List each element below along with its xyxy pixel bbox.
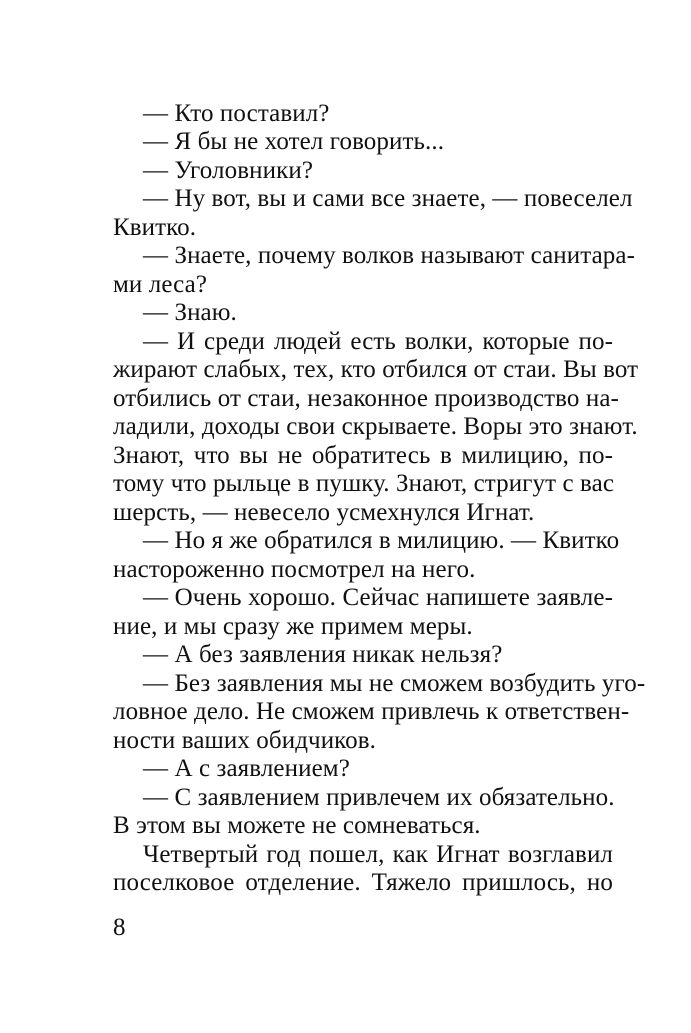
text-line: — Кто поставил? bbox=[143, 100, 330, 127]
text-line: — И среди людей есть волки, которые по- bbox=[143, 328, 613, 355]
text-line: — А без заявления никак нельзя? bbox=[143, 641, 503, 668]
text-line: — Знаю. bbox=[143, 299, 237, 326]
text-line: Четвертый год пошел, как Игнат возглавил bbox=[143, 841, 613, 868]
text-line: Знают, что вы не обратитесь в милицию, по- bbox=[113, 442, 613, 469]
text-line: В этом вы можете не сомневаться. bbox=[113, 812, 481, 839]
text-line: ние, и мы сразу же примем меры. bbox=[113, 613, 473, 640]
text-line: — Я бы не хотел говорить... bbox=[143, 128, 445, 155]
text-line: — Ну вот, вы и сами все знаете, — повеселел bbox=[143, 185, 633, 212]
text-line: ности ваших обидчиков. bbox=[113, 727, 377, 754]
text-line: — Без заявления мы не сможем возбудить уго- bbox=[143, 670, 646, 697]
text-line: ловное дело. Не сможем привлечь к ответствен- bbox=[113, 698, 630, 725]
text-line: отбились от стаи, незаконное производство на- bbox=[113, 385, 619, 412]
text-line: — Но я же обратился в милицию. — Квитко bbox=[143, 527, 620, 554]
text-line: жирают слабых, тех, кто отбился от стаи. Вы вот bbox=[113, 356, 639, 383]
text-line: поселковое отделение. Тяжело пришлось, но bbox=[113, 869, 613, 896]
text-line: — Знаете, почему волков называют санитара- bbox=[143, 242, 635, 269]
text-line: — Уголовники? bbox=[143, 157, 314, 184]
text-line: Квитко. bbox=[113, 214, 197, 241]
text-line: настороженно посмотрел на него. bbox=[113, 556, 476, 583]
text-line: тому что рыльце в пушку. Знают, стригут с вас bbox=[113, 470, 615, 497]
text-line: ладили, доходы свои скрываете. Воры это знают. bbox=[113, 413, 638, 440]
text-line: — С заявлением привлечем их обязательно. bbox=[143, 784, 615, 811]
text-line: ми леса? bbox=[113, 271, 208, 298]
text-line: — Очень хорошо. Сейчас напишете заявле- bbox=[143, 584, 613, 611]
text-line: шерсть, — невесело усмехнулся Игнат. bbox=[113, 499, 535, 526]
text-line: — А с заявлением? bbox=[143, 755, 350, 782]
page-number: 8 bbox=[113, 914, 126, 941]
